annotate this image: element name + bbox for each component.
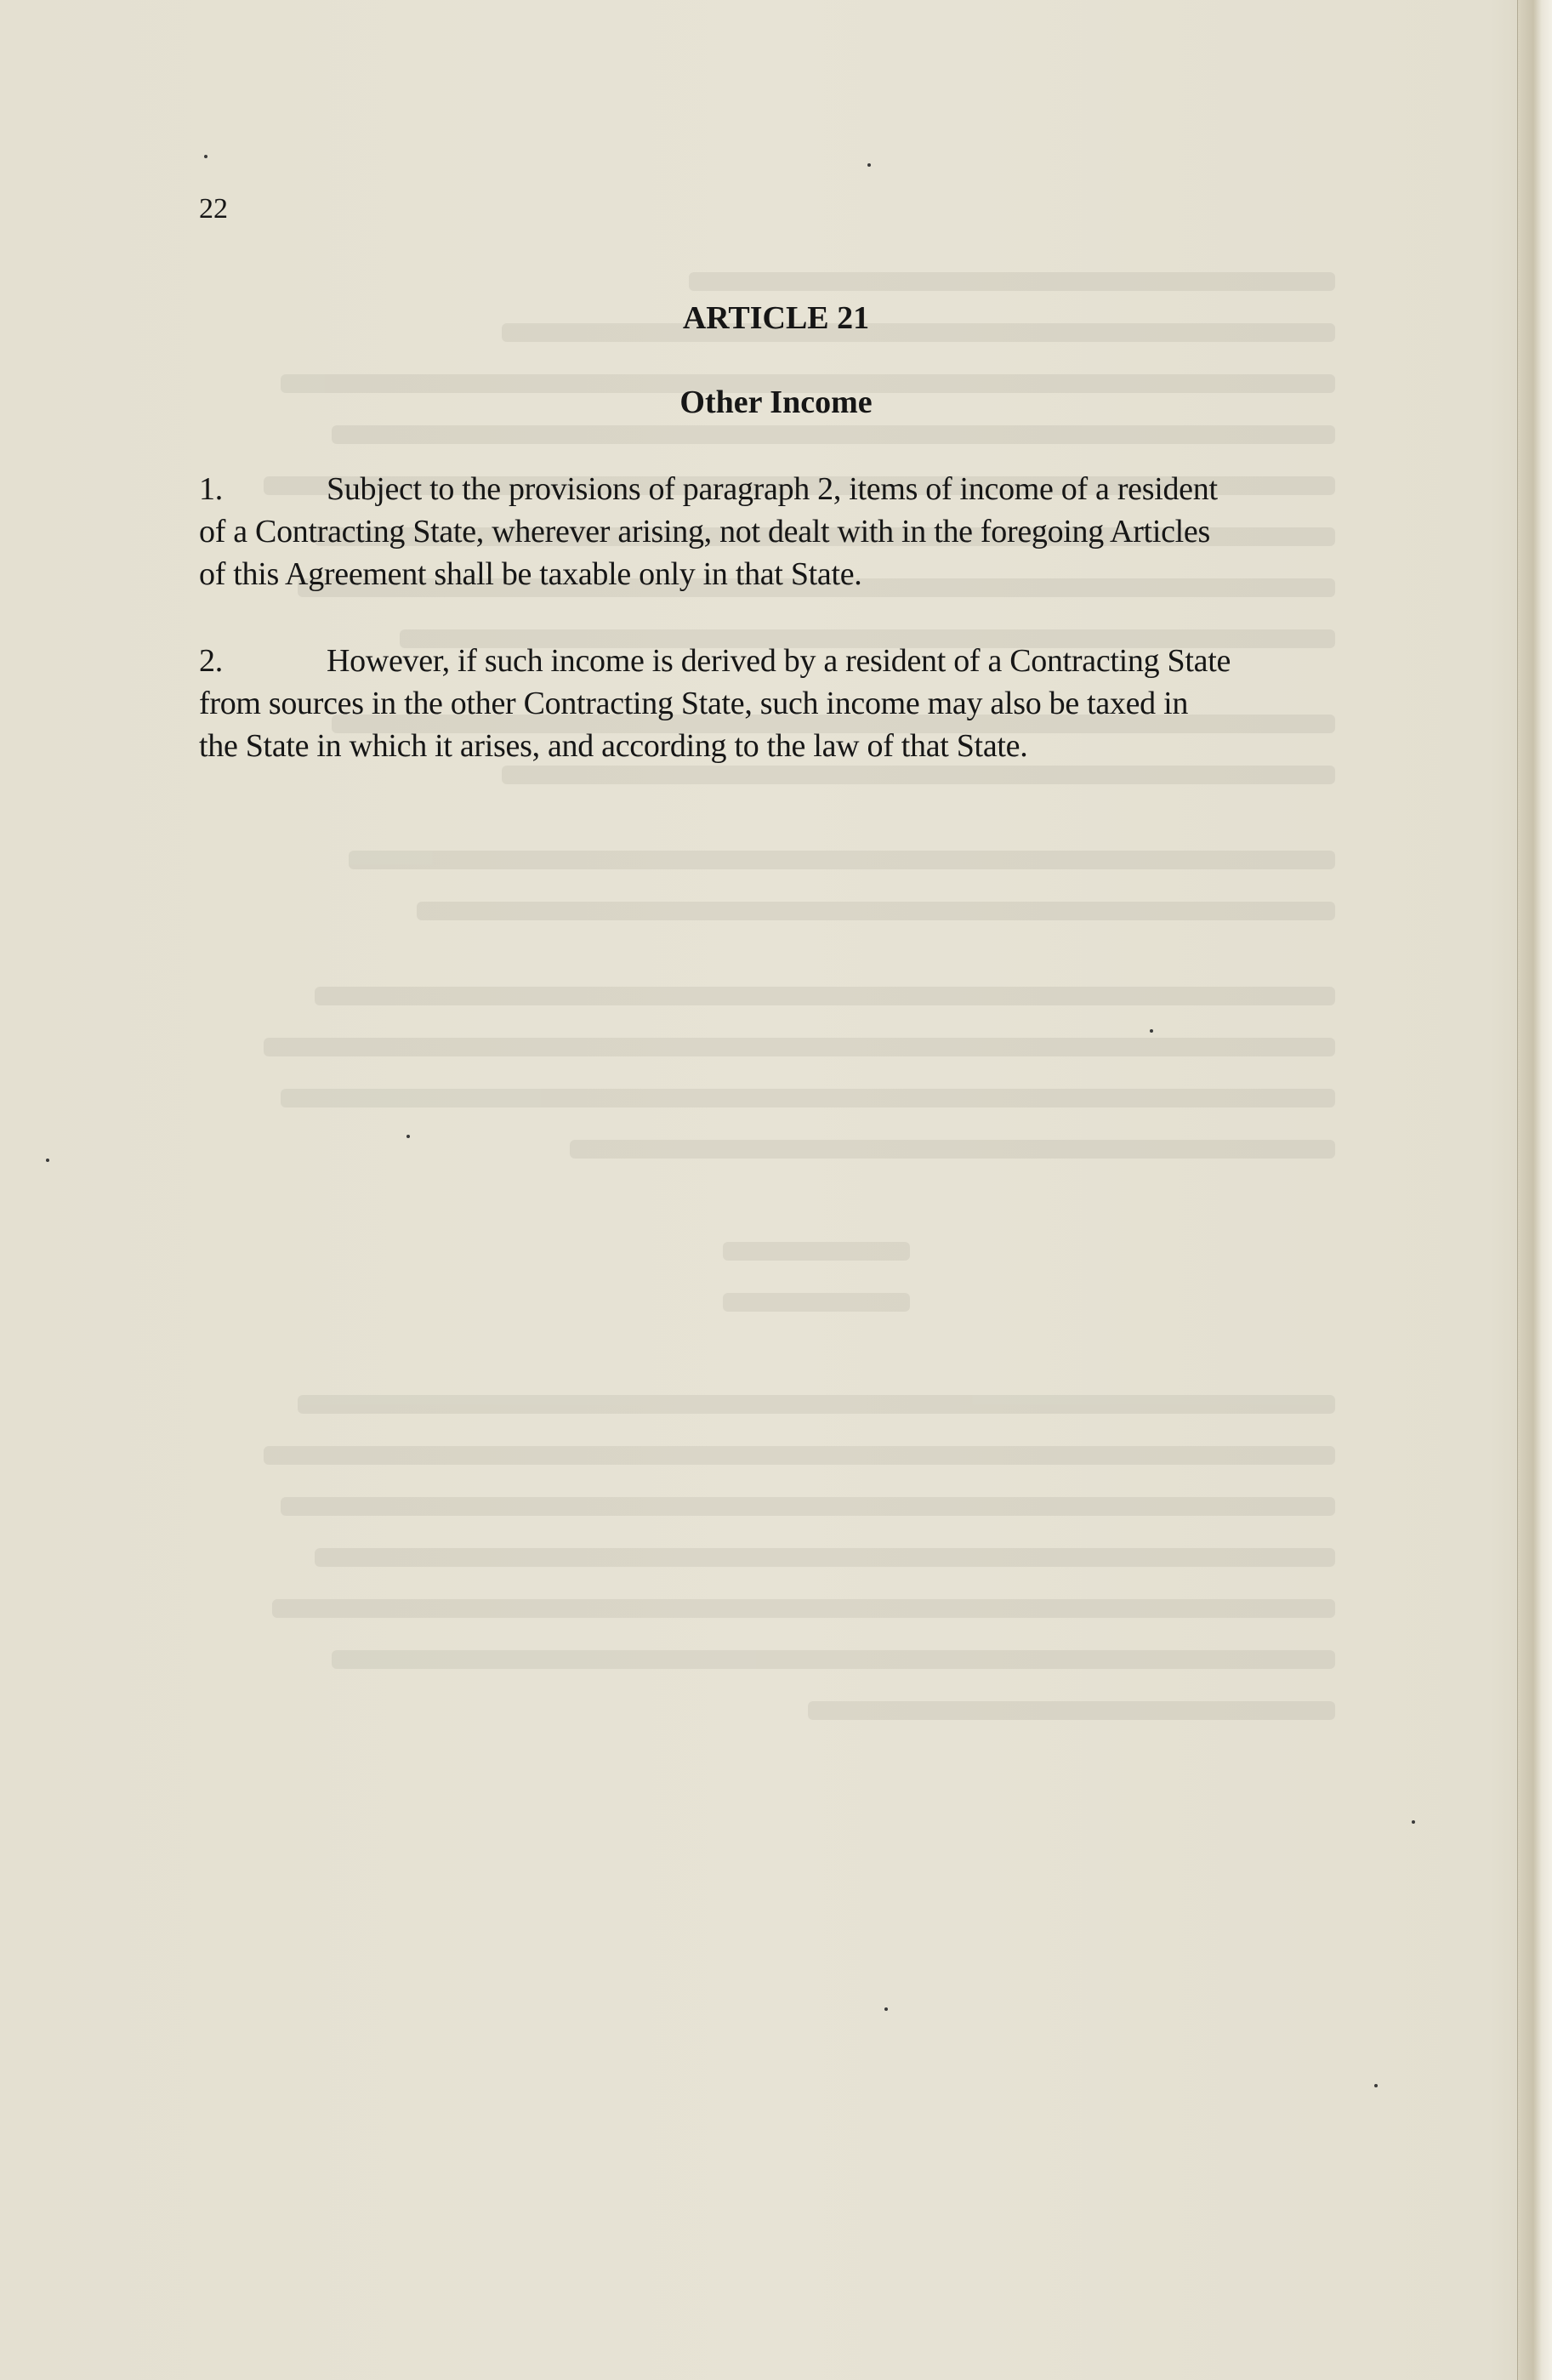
- bleed-line: [315, 1548, 1335, 1567]
- paragraph-number: 1.: [199, 471, 223, 507]
- bleed-line: [502, 766, 1335, 784]
- bleed-line: [570, 1140, 1335, 1159]
- bleed-line: [264, 1446, 1335, 1465]
- article-subtitle: Other Income: [679, 384, 873, 420]
- bleed-line: [332, 1650, 1335, 1669]
- bleed-line: [689, 272, 1335, 291]
- paragraph-line: from sources in the other Contracting State, such income may also be taxed in: [199, 686, 1189, 721]
- paragraph-text: However, if such income is derived by a resident of a Contracting State: [327, 643, 1231, 679]
- bleed-line: [298, 1395, 1335, 1414]
- bleed-line: [417, 902, 1335, 920]
- scan-speck: [1150, 1029, 1153, 1033]
- bleed-line: [315, 987, 1335, 1005]
- bleed-line: [264, 1038, 1335, 1056]
- scan-speck: [867, 163, 871, 167]
- paragraph-number: 2.: [199, 643, 223, 679]
- scan-speck: [46, 1159, 49, 1162]
- paragraph-line: the State in which it arises, and according to the law of that State.: [199, 728, 1028, 764]
- paragraph-line: [199, 640, 1373, 682]
- article-title: ARTICLE 21: [682, 300, 870, 336]
- bleed-line: [723, 1293, 910, 1312]
- paragraph-line: [199, 468, 1373, 510]
- scan-speck: [1412, 1820, 1415, 1824]
- scan-speck: [884, 2007, 888, 2011]
- paragraph-line: of a Contracting State, wherever arising, not dealt with in the foregoing Articles: [199, 514, 1210, 549]
- bleed-line: [723, 1242, 910, 1261]
- page-number: 22: [199, 193, 228, 225]
- scan-speck: [204, 155, 208, 158]
- bleed-line: [808, 1701, 1335, 1720]
- bleed-line: [281, 1497, 1335, 1516]
- scan-speck: [406, 1135, 410, 1138]
- paragraph-line: of this Agreement shall be taxable only in that State.: [199, 556, 862, 592]
- paragraph-2: [199, 640, 1373, 767]
- bleed-line: [332, 425, 1335, 444]
- scan-speck: [1374, 2084, 1378, 2087]
- paragraph-text: Subject to the provisions of paragraph 2, items of income of a resident: [327, 471, 1218, 507]
- bleed-line: [272, 1599, 1335, 1618]
- page-edge: [1518, 0, 1552, 2380]
- bleed-line: [349, 851, 1335, 869]
- paragraph-1: [199, 468, 1373, 595]
- bleed-line: [281, 1089, 1335, 1107]
